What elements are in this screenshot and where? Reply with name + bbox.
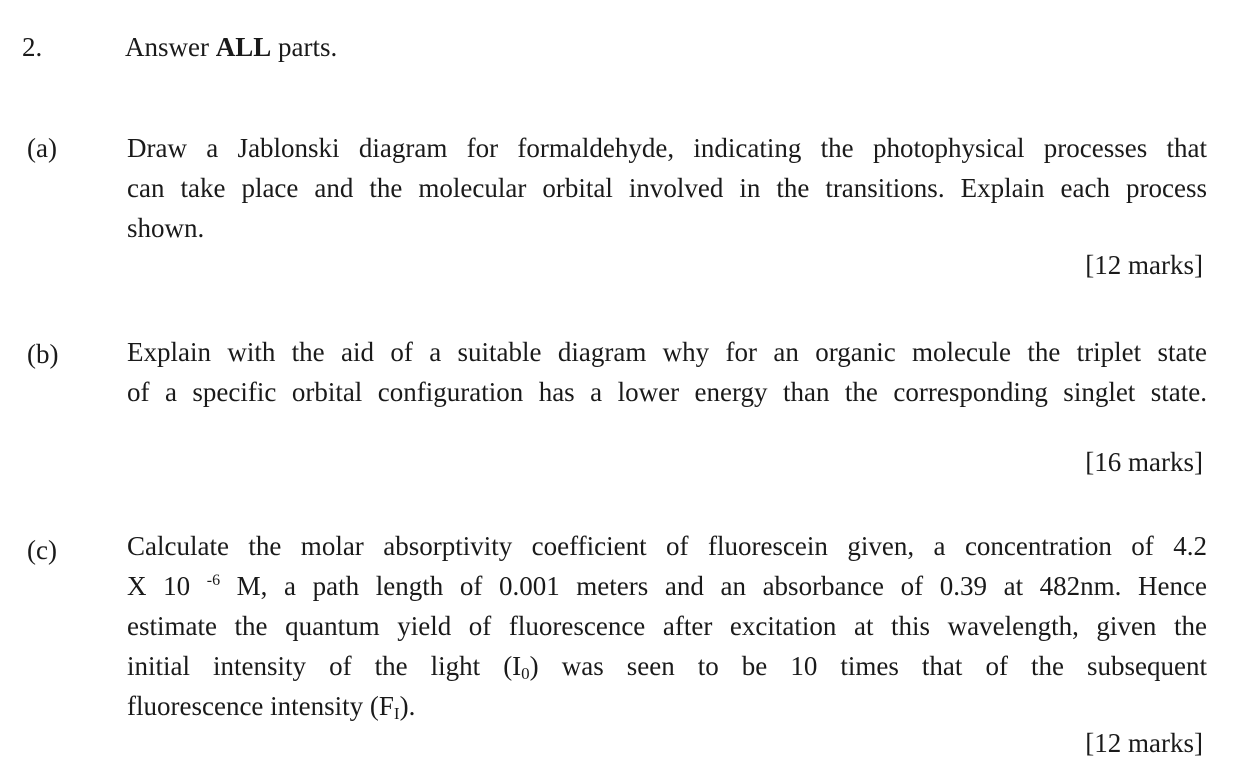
part-c-line-5 [127,686,1207,726]
part-c-marks: [12 marks] [1085,728,1203,758]
intro-prefix: Answer [125,32,216,62]
concentration-exponent: -6 [206,572,221,589]
part-b-text [127,332,1207,412]
part-c-line-5a: fluorescence intensity (F [127,691,394,721]
part-b-marks: [16 marks] [1085,447,1203,477]
fluorescence-intensity-subscript: I [393,704,400,723]
part-c-line-1: Calculate the molar absorptivity coefficient of fluorescein given, a concentration of 4.2 [127,531,1207,561]
initial-intensity-subscript: 0 [521,664,530,683]
part-a-line-3: shown. [127,213,205,243]
part-c-line-2a: X 10 [127,571,207,601]
intro-suffix: parts. [271,32,338,62]
part-c-line-4b: ) was seen to be 10 times that of the subsequent [529,651,1207,681]
part-c-line-2 [127,566,1207,606]
question-number: 2. [22,32,43,62]
part-b-label: (b) [27,339,59,369]
part-c-line-2b: M, a path length of 0.001 meters and an absorbance of 0.39 at 482nm. Hence [220,571,1207,601]
part-a-marks: [12 marks] [1085,250,1203,280]
part-c-line-4 [127,646,1207,686]
part-b-line-1: Explain with the aid of a suitable diagram why for an organic molecule the triplet state [127,337,1207,367]
part-c-line-5b: ). [399,691,416,721]
part-a-label: (a) [27,133,57,163]
part-a-text [127,128,1207,248]
part-b-line-2: of a specific orbital configuration has a lower energy than the corresponding singlet state. [127,377,1207,407]
part-c-line-4a: initial intensity of the light (I [127,651,522,681]
part-a-line-2: can take place and the molecular orbital involved in the transitions. Explain each process [127,173,1207,203]
part-c-label: (c) [27,535,57,565]
part-a-line-1: Draw a Jablonski diagram for formaldehyde, indicating the photophysical processes that [127,133,1207,163]
intro-bold: ALL [215,32,272,62]
part-c-line-3: estimate the quantum yield of fluorescence after excitation at this wavelength, given the [127,611,1207,641]
part-c-text [127,526,1207,726]
question-intro [125,27,337,67]
